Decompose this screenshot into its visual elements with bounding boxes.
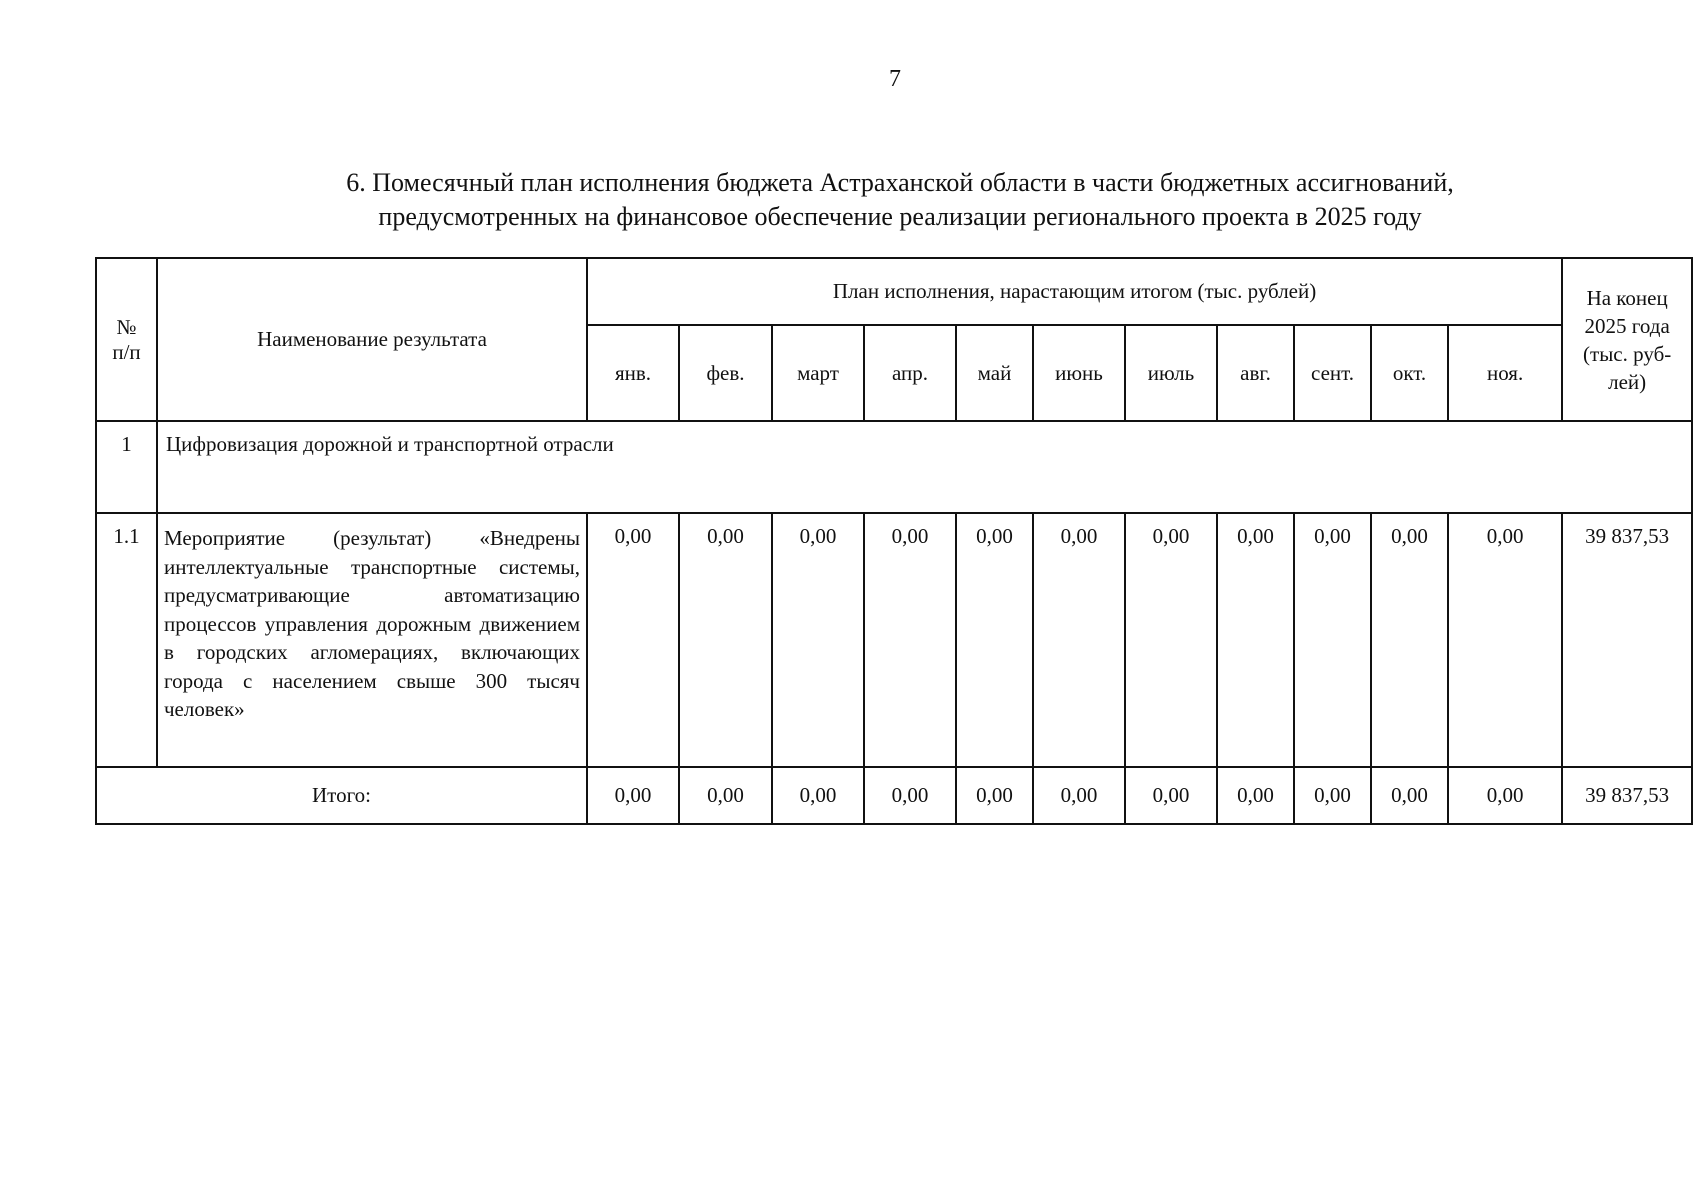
total-value-apr: 0,00 — [864, 767, 956, 824]
total-value-sep: 0,00 — [1294, 767, 1371, 824]
header-year-end-line-2: 2025 года — [1584, 313, 1670, 338]
total-value-year-end: 39 837,53 — [1562, 767, 1692, 824]
header-plan-group: План исполнения, нарастающим итогом (тыс. рублей) — [587, 258, 1562, 325]
title-line-1: 6. Помесячный план исполнения бюджета Астраханской области в части бюджетных ассигнований, — [346, 168, 1454, 197]
total-label: Итого: — [96, 767, 587, 824]
total-value-aug: 0,00 — [1217, 767, 1294, 824]
item-value-apr: 0,00 — [864, 513, 956, 767]
item-value-jul: 0,00 — [1125, 513, 1217, 767]
header-num — [96, 258, 157, 421]
header-row-top — [96, 258, 1692, 325]
item-name: Мероприятие (результат) «Внедрены интеллектуальные транспортные системы, предусматривающие автоматизацию процессов управления дорожным движением в городских агломерациях, включающих города с населением свыше 300 тысяч человек» — [157, 513, 587, 767]
header-month-mar: март — [772, 325, 864, 421]
total-value-jan: 0,00 — [587, 767, 679, 824]
item-value-jan: 0,00 — [587, 513, 679, 767]
header-month-nov: ноя. — [1448, 325, 1562, 421]
item-row — [96, 513, 1692, 767]
header-num-line-2: п/п — [112, 339, 141, 364]
item-value-nov: 0,00 — [1448, 513, 1562, 767]
budget-plan-table — [95, 257, 1693, 825]
budget-plan-table-container — [95, 257, 1691, 825]
page-number: 7 — [889, 66, 901, 92]
total-value-may: 0,00 — [956, 767, 1033, 824]
header-month-may: май — [956, 325, 1033, 421]
header-month-sep: сент. — [1294, 325, 1371, 421]
item-value-year-end: 39 837,53 — [1562, 513, 1692, 767]
header-year-end-line-3: (тыс. руб- — [1583, 341, 1672, 366]
header-result-name: Наименование результата — [157, 258, 587, 421]
header-year-end-line-4: лей) — [1608, 369, 1647, 394]
title-line-2: предусмотренных на финансовое обеспечение реализации регионального проекта в 2025 году — [378, 202, 1422, 231]
header-year-end-line-1: На конец — [1586, 285, 1668, 310]
header-month-jan: янв. — [587, 325, 679, 421]
header-num-line-1: № — [116, 314, 137, 339]
total-row — [96, 767, 1692, 824]
item-num: 1.1 — [96, 513, 157, 767]
item-value-aug: 0,00 — [1217, 513, 1294, 767]
total-value-feb: 0,00 — [679, 767, 772, 824]
total-value-jun: 0,00 — [1033, 767, 1125, 824]
item-value-may: 0,00 — [956, 513, 1033, 767]
section-name: Цифровизация дорожной и транспортной отрасли — [157, 421, 1692, 513]
item-value-sep: 0,00 — [1294, 513, 1371, 767]
document-title — [80, 166, 1708, 234]
item-value-feb: 0,00 — [679, 513, 772, 767]
item-value-oct: 0,00 — [1371, 513, 1448, 767]
header-month-jul: июль — [1125, 325, 1217, 421]
header-month-feb: фев. — [679, 325, 772, 421]
item-value-mar: 0,00 — [772, 513, 864, 767]
total-value-nov: 0,00 — [1448, 767, 1562, 824]
total-value-oct: 0,00 — [1371, 767, 1448, 824]
header-month-oct: окт. — [1371, 325, 1448, 421]
header-year-end — [1562, 258, 1692, 421]
header-month-jun: июнь — [1033, 325, 1125, 421]
total-value-mar: 0,00 — [772, 767, 864, 824]
header-month-aug: авг. — [1217, 325, 1294, 421]
total-value-jul: 0,00 — [1125, 767, 1217, 824]
header-month-apr: апр. — [864, 325, 956, 421]
section-row — [96, 421, 1692, 513]
item-value-jun: 0,00 — [1033, 513, 1125, 767]
section-num: 1 — [96, 421, 157, 513]
